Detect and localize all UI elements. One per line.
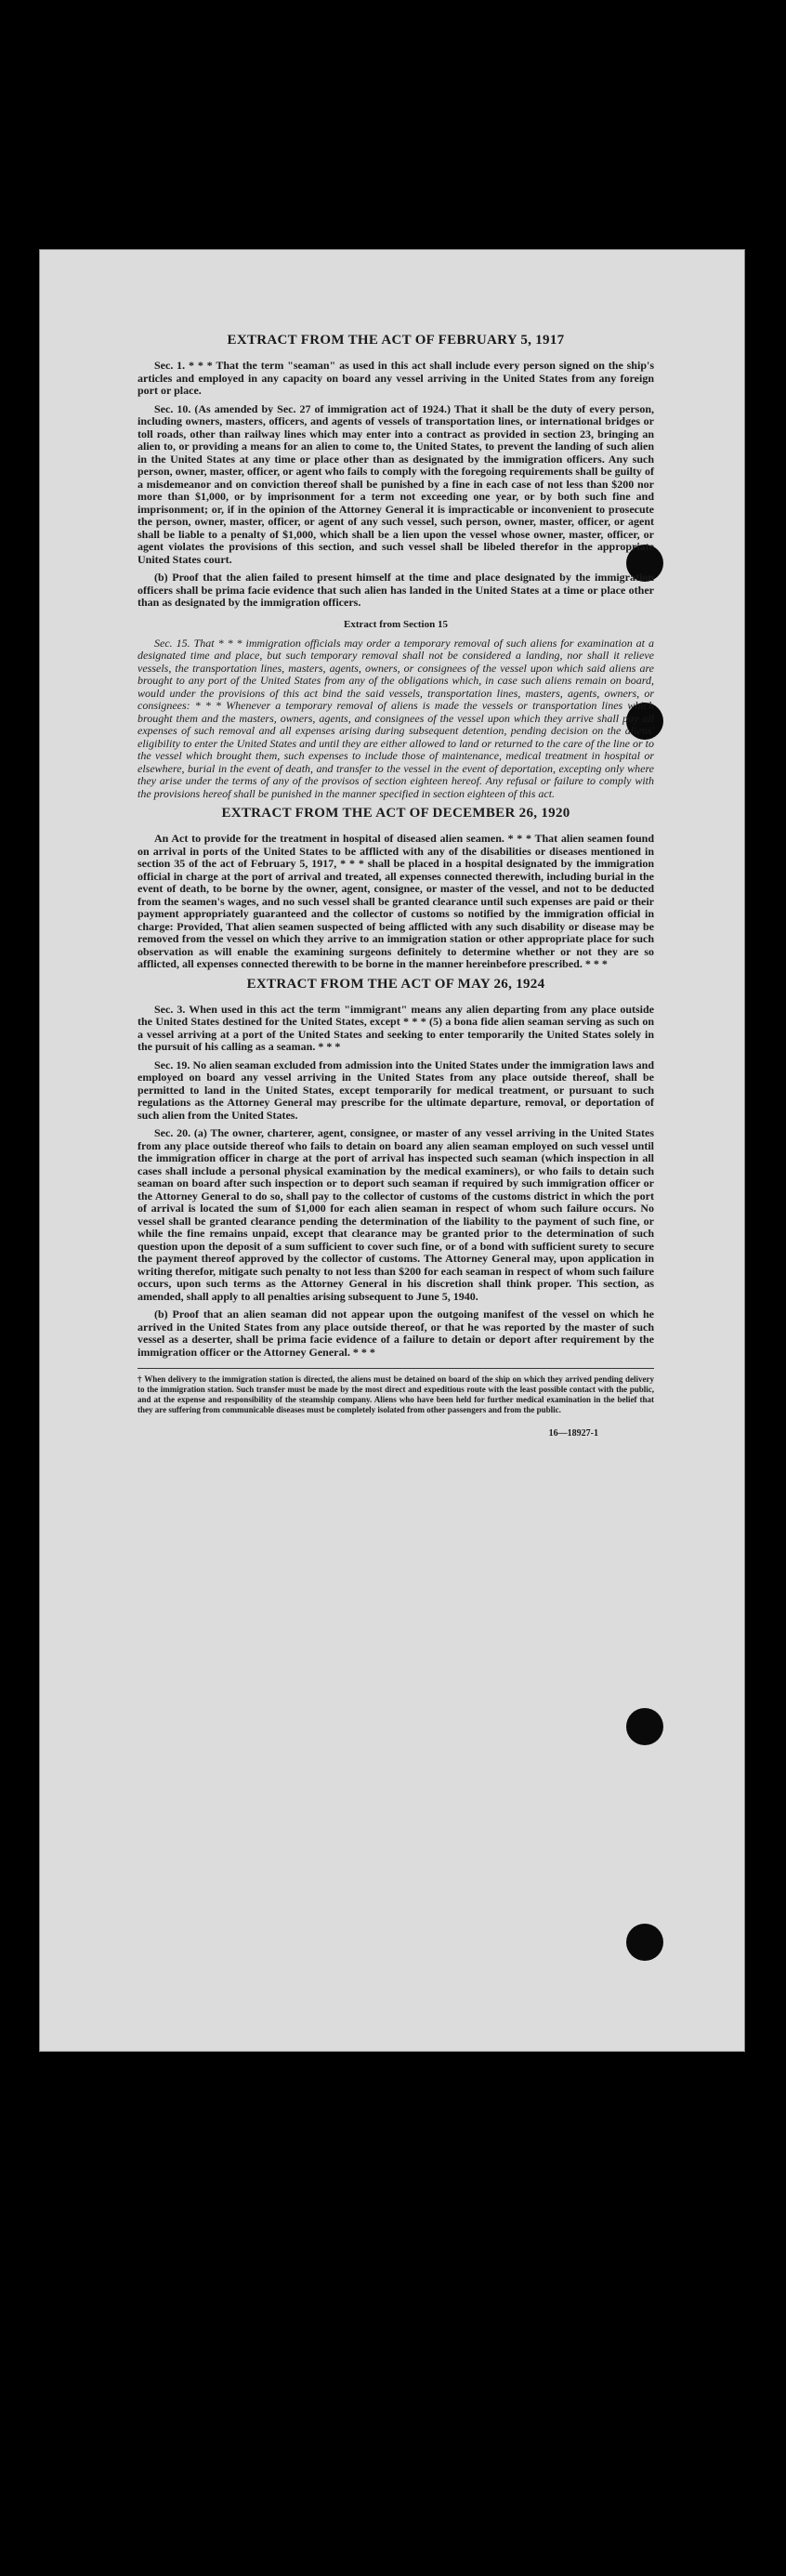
section-title: EXTRACT FROM THE ACT OF MAY 26, 1924 bbox=[246, 976, 545, 992]
paragraph: (b) Proof that the alien failed to present himself at the time and place designated by the immigration officers shall be prima facie evidence that such alien has landed in the United States at a time or place other than as designated by the immigration officers. bbox=[138, 571, 654, 609]
paragraph: Sec. 15. That * * * immigration officials may order a temporary removal of such aliens for examination at a designated time and place, but such temporary removal shall not be considered a landing, nor shall it relieve vessels, the transportation lines, masters, agents, owners, or consignees of the vessel upon which said aliens are brought to any port of the United States from any of the obligations which, in case such aliens remain on board, would under the provisions of this act bind the said vessels, transportation lines, masters, agents, owners, or consignees: * * * Whenever a temporary removal of aliens is made the vessels or transportation lines which brought them and the masters, owners, agents, and consignees of the vessel upon which they arrive shall pay all expenses of such removal and all expenses arising during subsequent detention, pending decision on the aliens' eligibility to enter the United States and until they are either allowed to land or returned to the care of the line or to the vessel which brought them, such expenses to include those of maintenance, medical treatment in hospital or elsewhere, burial in the event of death, and transfer to the vessel in the event of deportation, excepting only where they arise under the terms of any of the provisos of section eighteen hereof. Any refusal or failure to comply with the provisions hereof shall be punished in the manner specified in section eighteen of this act. bbox=[138, 636, 654, 800]
paragraph: Sec. 10. (As amended by Sec. 27 of immigration act of 1924.) That it shall be the duty of every person, including owners, masters, officers, and agents of vessels of transportation lines, or international bridges or toll roads, other than railway lines which may enter into a contract as provided in section 23, bringing an alien to, or providing a means for an alien to come to, the United States, to prevent the landing of such alien in the United States at any time or place other than as designated by the immigration officers. Any such person, owner, master, officer, or agent who fails to comply with the foregoing requirements shall be guilty of a misdemeanor and on conviction thereof shall be punished by a fine in each case of not less than $200 nor more than $1,000, or by imprisonment for a term not exceeding one year, or by both such fine and imprisonment; or, if in the opinion of the Attorney General it is impracticable or inconvenient to prosecute the person, owner, master, officer, or agent of any such vessel, such person, owner, master, officer, or agent shall be liable to a penalty of $1,000, which shall be a lien upon the vessel whose owner, master, officer, or agent violates the provisions of this section, and such vessel shall be libeled therefor in the appropriate United States court. bbox=[138, 401, 654, 566]
form-number: 16—18927-1 bbox=[548, 1428, 598, 1439]
section-title: EXTRACT FROM THE ACT OF DECEMBER 26, 1920 bbox=[221, 806, 570, 821]
document-content bbox=[138, 333, 654, 1439]
punch-hole-4 bbox=[626, 1924, 663, 1961]
paragraph: Sec. 20. (a) The owner, charterer, agent, consignee, or master of any vessel arriving in the United States from any place outside thereof who fails to detain on board any alien seaman employed on such vessel until the immigration officer in charge at the port of arrival has inspected such seaman (which inspection in all cases shall include a personal physical examination by the medical examiners), or who fails to detain such seaman on board after such inspection or to deport such seaman if required by such immigration officer or the Attorney General to do so, shall pay to the collector of customs of the customs district in which the port of arrival is located the sum of $1,000 for each alien seaman in respect of whom such failure occurs. No vessel shall be granted clearance pending the determination of the liability to the payment of such fine, or while the fine remains unpaid, except that clearance may be granted prior to the determination of such question upon the deposit of a sum sufficient to cover such fine, or of a bond with sufficient surety to secure the payment thereof approved by the collector of customs. The Attorney General may, upon application in writing therefor, mitigate such penalty to not less than $200 for each seaman in respect of whom such failure occurs, upon such terms as the Attorney General in his discretion shall think proper. This section, as amended, shall apply to all penalties arising subsequent to June 5, 1940. bbox=[138, 1126, 654, 1303]
section-subtitle: Extract from Section 15 bbox=[344, 618, 448, 630]
paragraph: Sec. 1. * * * That the term "seaman" as used in this act shall include every person signed on the ship's articles and employed in any capacity on board any vessel arriving in the United States from any foreign port or place. bbox=[138, 359, 654, 397]
punch-hole-3 bbox=[626, 1708, 663, 1745]
paragraph: Sec. 19. No alien seaman excluded from admission into the United States under the immigration laws and employed on board any vessel arriving in the United States from any place outside thereof, shall be permitted to land in the United States, except temporarily for medical treatment, or pursuant to such regulations as the Attorney General may prescribe for the ultimate departure, removal, or deportation of such alien from the United States. bbox=[138, 1058, 654, 1122]
paragraph: (b) Proof that an alien seaman did not appear upon the outgoing manifest of the vessel on which he arrived in the United States from any place outside thereof, or that he was reported by the master of such vessel as a deserter, shall be prima facie evidence of a failure to detain or deport after requirement by the immigration officer or the Attorney General. * * * bbox=[138, 1308, 654, 1359]
paragraph: An Act to provide for the treatment in hospital of diseased alien seamen. * * * That alien seamen found on arrival in ports of the United States to be afflicted with any of the disabilities or diseases mentioned in section 35 of the act of February 5, 1917, * * * shall be placed in a hospital designated by the immigration official in charge at the port of arrival and treated, all expenses connected therewith, including burial in the event of death, to be borne by the owner, agent, consignee, or master of the vessel, and not to be deducted from the seamen's wages, and no such vessel shall be granted clearance until such expenses are paid or their payment appropriately guaranteed and the collector of customs so notified by the immigration official in charge: Provided, That alien seamen suspected of being afflicted with any such disability or disease may be removed from the vessel on which they arrive to an immigration station or other appropriate place for such observation as will enable the examining surgeons definitely to determine whether or not they are so afflicted, all expenses connected therewith to be borne in the manner hereinbefore prescribed. * * * bbox=[138, 832, 654, 970]
footnote: † When delivery to the immigration station is directed, the aliens must be detained on board of the ship on which they arrived pending delivery to the immigration station. Such transfer must be made by the most direct and expeditious route with the least possible contact with the public, and at the expense and responsibility of the steamship company. Aliens who have been held for further medical examination in the belief that they are suffering from communicable diseases must be completely isolated from other passengers and from the public. bbox=[138, 1368, 654, 1415]
document-page bbox=[39, 249, 745, 2052]
section-title: EXTRACT FROM THE ACT OF FEBRUARY 5, 1917 bbox=[227, 333, 565, 348]
paragraph: Sec. 3. When used in this act the term "immigrant" means any alien departing from any place outside the United States destined for the United States, except * * * (5) a bona fide alien seaman serving as such on a vessel arriving at a port of the United States and seeking to enter temporarily the United States solely in the pursuit of his calling as a seaman. * * * bbox=[138, 1002, 654, 1053]
